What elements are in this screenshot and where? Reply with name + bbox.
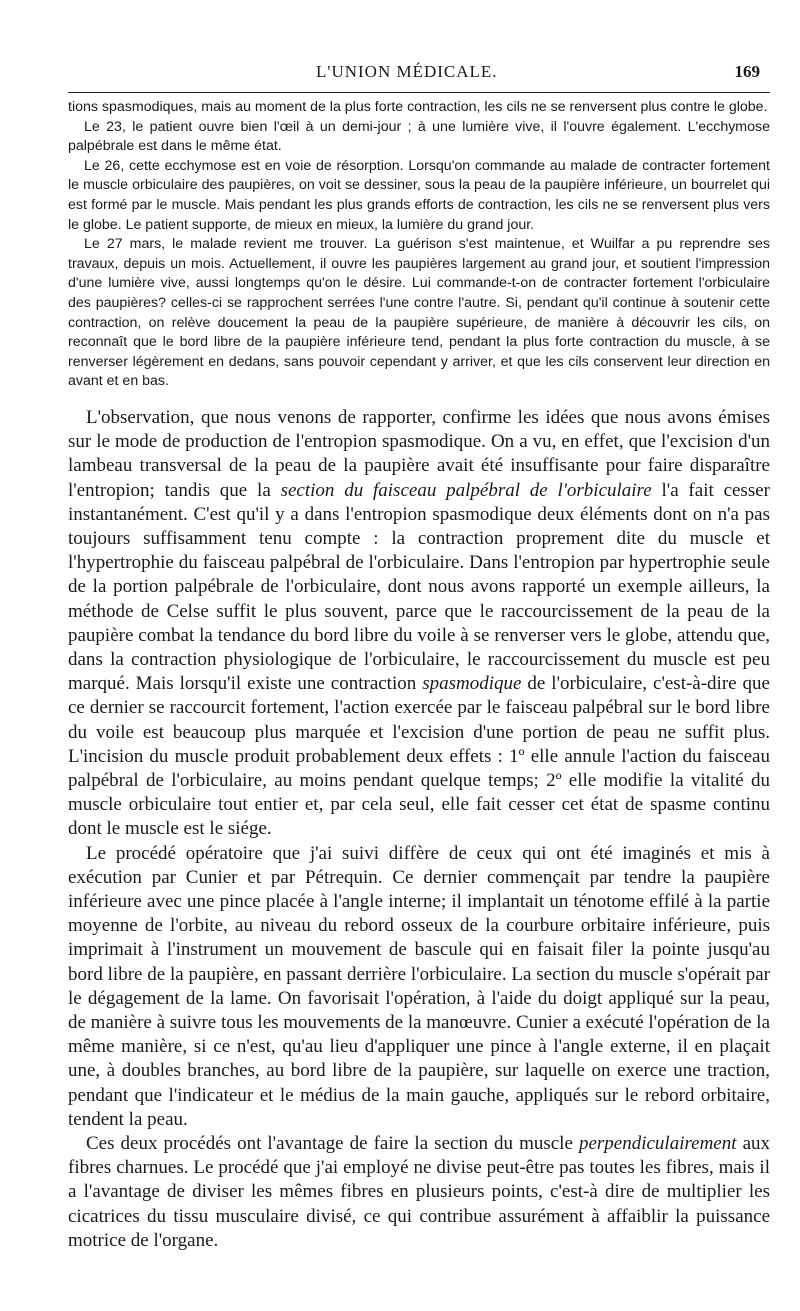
discussion-paragraph — [68, 406, 770, 842]
discussion-paragraph: Le procédé opératoire que j'ai suivi diffère de ceux qui ont été imaginés et mis à exécution par Cunier et par Pétrequin. Ce dernier commençait par tendre la paupière inférieure avec une pince placée à l'angle interne; il implantait un ténotome effilé à la partie moyenne de l'orbite, au niveau du rebord osseux de la courbure orbitaire inférieure, puis imprimait à l'instrument un mouvement de bascule qui en faisait filer la pointe jusqu'au bord libre de la paupière, en passant derrière l'orbiculaire. La section du muscle s'opérait par le dégagement de la lame. On favorisait l'opération, à l'aide du doigt appliqué sur la peau, de manière à suivre tous les mouvements de la manœuvre. Cunier a exécuté l'opération de la même manière, si ce n'est, qu'au lieu d'appliquer une pince à l'angle externe, il en plaçait une, à doubles branches, au bord libre de la paupière, sur laquelle on exerce une traction, pendant que l'indicateur et le médius de la main gauche, appliqués sur le rebord orbitaire, tendent la peau. — [68, 842, 770, 1130]
case-notes — [68, 98, 770, 392]
case-note-paragraph: tions spasmodiques, mais au moment de la plus forte contraction, les cils ne se renversent plus contre le globe. — [68, 99, 768, 115]
text-run: aux fibres charnues. Le procédé que j'ai employé ne divise peut-être pas toutes les fibres, mais il a l'avantage de diviser les mêmes fibres en plusieurs points, c'est-à dire de multiplier les cicatrices du tissu musculaire divisé, ce qui contribue assurément à affaiblir la puissance motrice de l'organe. — [68, 1133, 771, 1251]
case-note-paragraph: Le 27 mars, le malade revient me trouver. La guérison s'est maintenue, et Wuilfar a pu reprendre ses travaux, depuis un mois. Actuellement, il ouvre les paupières largement au grand jour, et soutient l'impression d'une lumière vive, aussi longtemps qu'on le désire. Lui commande-t-on de contracter fortement l'orbiculaire des paupières? celles-ci se rapprochent serrées l'une contre l'autre. Si, pendant qu'il continue à soutenir cette contraction, on relève doucement la peau de la paupière supérieure, de manière à découvrir les cils, on reconnaît que le bord libre de la paupière inférieure tend, pendant la plus forte contraction du muscle, à se renverser légèrement en dedans, sans pouvoir cependant y arriver, et que les cils conservent leur direction en avant et en bas. — [68, 236, 770, 390]
case-note-paragraph: Le 26, cette ecchymose est en voie de résorption. Lorsqu'on commande au malade de contracter fortement le muscle orbiculaire des paupières, on voit se dessiner, sous la peau de la paupière inférieure, un bourrelet qui est formé par le muscle. Mais pendant les plus grands efforts de contraction, les cils ne se renversent plus vers le globe. Le patient supporte, de mieux en mieux, la lumière du grand jour. — [68, 157, 770, 233]
text-run: de l'orbiculaire, c'est-à-dire que ce dernier se raccourcit fortement, l'action exercée par le faisceau palpébral sur le bord libre du voile est beaucoup plus marquée et l'excision d'une portion de peau ne suffit plus. L'incision du muscle produit probablement deux effets : 1º elle annule l'action du faisceau palpébral de l'orbiculaire, au moins pendant quelque temps; 2º elle modifie la vitalité du muscle orbiculaire tout entier et, par cela seul, elle fait cesser cet état de spasme continu dont le muscle est le siége. — [68, 673, 770, 840]
case-note-paragraph: Le 23, le patient ouvre bien l'œil à un demi-jour ; à une lumière vive, il l'ouvre également. L'ecchymose palpébrale est dans le même état. — [68, 118, 770, 155]
italic-run: section du faisceau palpébral de l'orbiculaire — [280, 479, 652, 501]
discussion — [68, 406, 770, 1253]
italic-run: spasmodique — [422, 673, 522, 695]
header-rule — [68, 92, 770, 93]
italic-run: perpendiculairement — [578, 1133, 737, 1154]
page-number: 169 — [734, 62, 760, 81]
text-run: L'observation, que nous venons de rapporter, confirme les idées que nous avons émises sur le mode de production de l'entropion spasmodique. On a vu, en effet, que l'excision d'un lambeau transversal de la peau de la paupière avait été insuffisante pour faire disparaître l'entropion; tandis que la — [68, 406, 770, 501]
text-run: Ces deux procédés ont l'avantage de faire la section du muscle — [86, 1133, 579, 1154]
discussion-paragraph — [68, 1132, 770, 1253]
page-header — [68, 56, 770, 86]
running-title: L'UNION MÉDICALE. — [316, 62, 498, 81]
text-run: l'a fait cesser instantanément. C'est qu'il y a dans l'entropion spasmodique deux éléments dont on n'a pas toujours suffisamment tenu compte : la contraction proprement dite du muscle et l'hypertrophie du faisceau palpébral de l'orbiculaire. Dans l'entropion par hypertrophie seule de la portion palpébrale de l'orbiculaire, dont nous avons rapporté un exemple ailleurs, la méthode de Celse suffit le plus souvent, parce que le raccourcissement de la peau de la paupière combat la tendance du bord libre du voile à se renverser vers le globe, attendu que, dans la contraction physiologique de l'orbiculaire, le raccourcissement du muscle est peu marqué. Mais lorsqu'il existe une contraction — [68, 479, 770, 695]
